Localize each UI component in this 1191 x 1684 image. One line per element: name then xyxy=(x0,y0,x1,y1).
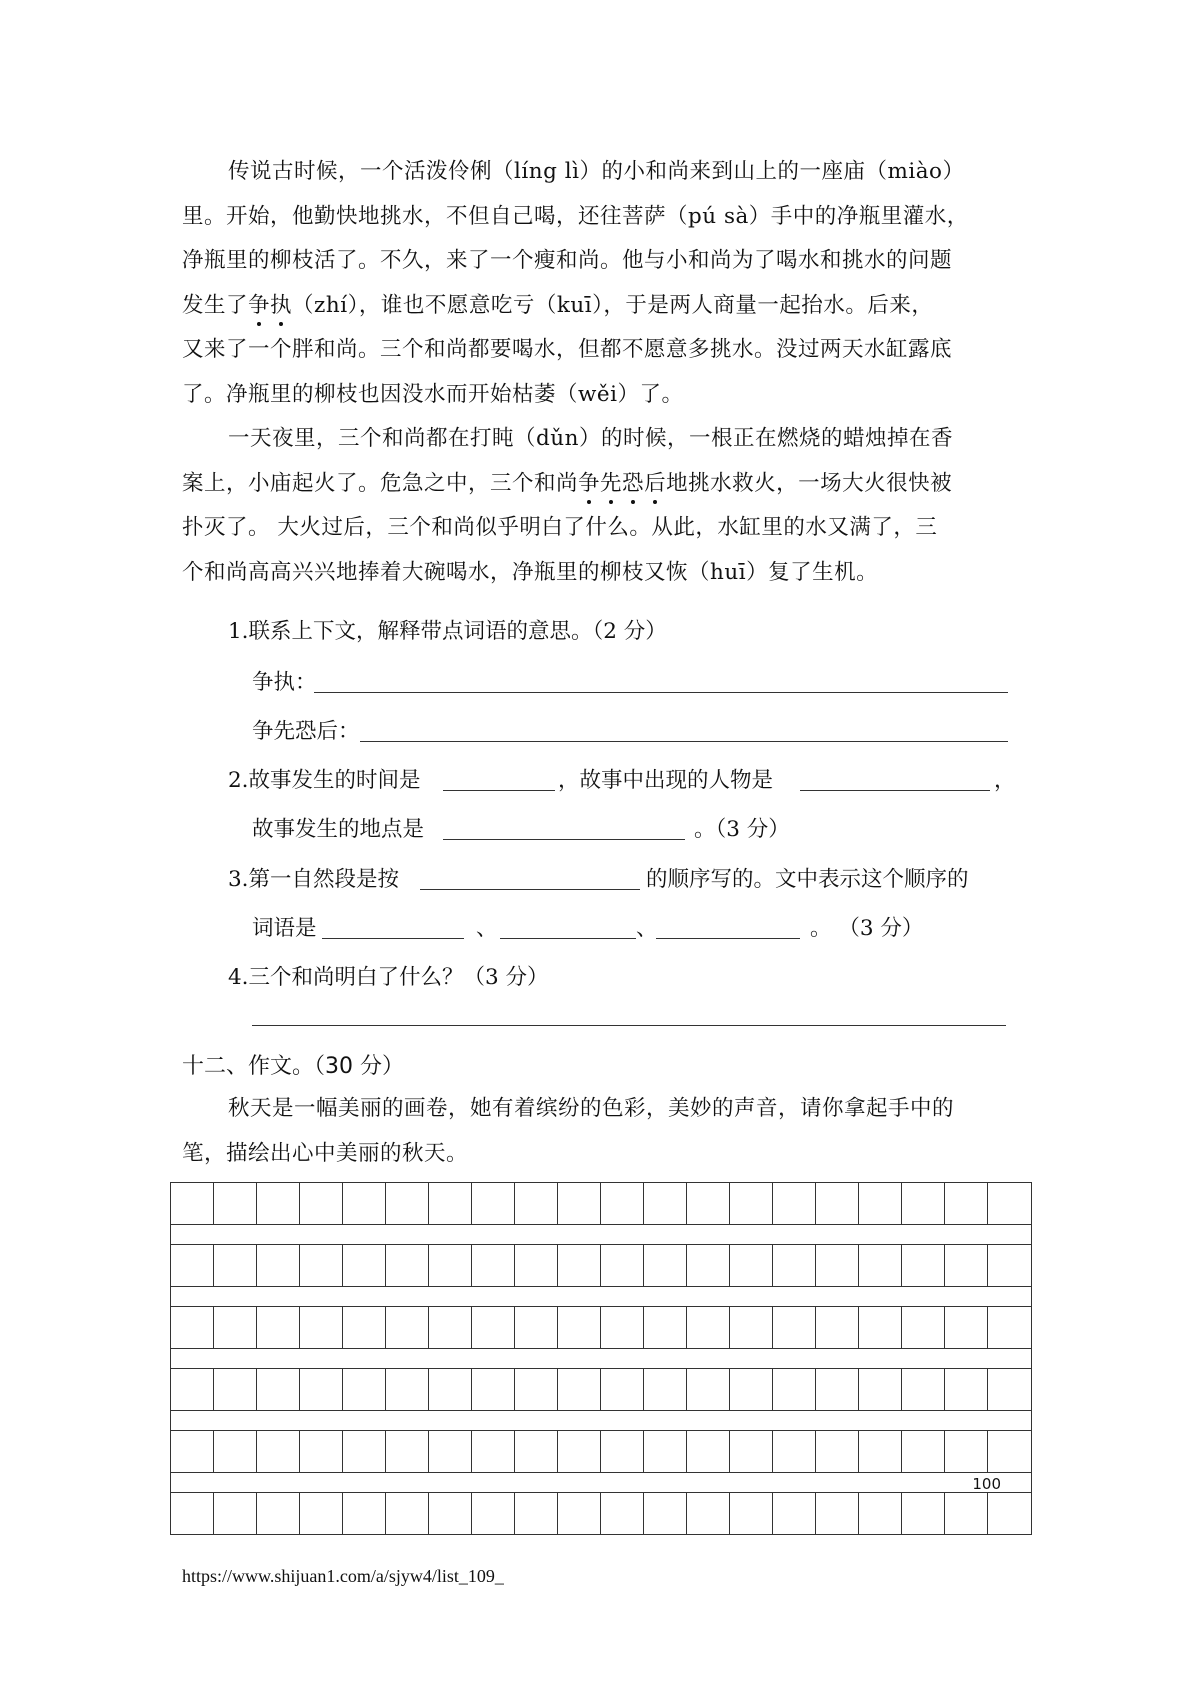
grid-cell[interactable] xyxy=(171,1431,214,1472)
grid-cell[interactable] xyxy=(644,1307,687,1348)
grid-cell[interactable] xyxy=(343,1431,386,1472)
dotted-char: 争 xyxy=(578,462,600,507)
grid-cell[interactable] xyxy=(472,1307,515,1348)
grid-row[interactable] xyxy=(170,1368,1032,1410)
grid-cell[interactable] xyxy=(343,1369,386,1410)
grid-gap xyxy=(170,1472,1032,1492)
grid-cell[interactable] xyxy=(300,1245,343,1286)
grid-cell[interactable] xyxy=(902,1183,945,1224)
answer-blank[interactable] xyxy=(656,938,800,939)
word-count-label: 100 xyxy=(972,1475,1001,1493)
text: （zhí），谁也不愿意吃亏（kuī），于是两人商量一起抬水。后来， xyxy=(292,292,934,318)
grid-cell[interactable] xyxy=(558,1369,601,1410)
grid-cell[interactable] xyxy=(902,1493,945,1534)
grid-cell[interactable] xyxy=(902,1307,945,1348)
passage-line: 又来了一个胖和尚。三个和尚都要喝水，但都不愿意多挑水。没过两天水缸露底 xyxy=(182,337,953,362)
dotted-char: 争 xyxy=(248,284,270,329)
writing-grid[interactable] xyxy=(170,1182,1032,1535)
prompt-line: 秋天是一幅美丽的画卷，她有着缤纷的色彩，美妙的声音，请你拿起手中的 xyxy=(228,1096,955,1121)
grid-gap xyxy=(170,1224,1032,1244)
grid-gap xyxy=(170,1286,1032,1306)
grid-cell[interactable] xyxy=(300,1431,343,1472)
grid-cell[interactable] xyxy=(558,1307,601,1348)
grid-gap xyxy=(170,1348,1032,1368)
text: 发生了 xyxy=(182,292,249,318)
answer-blank[interactable] xyxy=(420,889,640,890)
grid-cell[interactable] xyxy=(644,1369,687,1410)
grid-cell[interactable] xyxy=(730,1307,773,1348)
passage-line: 净瓶里的柳枝活了。不久，来了一个瘦和尚。他与小和尚为了喝水和挑水的问题 xyxy=(182,248,953,273)
grid-row[interactable] xyxy=(170,1306,1032,1348)
grid-cell[interactable] xyxy=(171,1369,214,1410)
question-3f: 。 （3 分） xyxy=(810,916,924,941)
grid-cell[interactable] xyxy=(386,1493,429,1534)
grid-cell[interactable] xyxy=(945,1493,988,1534)
passage-line xyxy=(182,462,1007,507)
grid-cell[interactable] xyxy=(257,1369,300,1410)
grid-cell[interactable] xyxy=(171,1183,214,1224)
passage-line: 扑灭了。 大火过后，三个和尚似乎明白了什么。从此，水缸里的水又满了，三 xyxy=(182,515,938,540)
grid-cell[interactable] xyxy=(343,1245,386,1286)
grid-cell[interactable] xyxy=(988,1369,1031,1410)
grid-cell[interactable] xyxy=(601,1307,644,1348)
grid-cell[interactable] xyxy=(988,1245,1031,1286)
grid-cell[interactable] xyxy=(214,1431,257,1472)
grid-cell[interactable] xyxy=(214,1307,257,1348)
grid-gap xyxy=(170,1410,1032,1430)
grid-cell[interactable] xyxy=(515,1431,558,1472)
grid-cell[interactable] xyxy=(773,1369,816,1410)
text: 案上，小庙起火了。危急之中，三个和尚 xyxy=(182,470,579,496)
grid-cell[interactable] xyxy=(257,1245,300,1286)
grid-cell[interactable] xyxy=(687,1307,730,1348)
question-3b: 的顺序写的。文中表示这个顺序的 xyxy=(646,867,969,892)
grid-cell[interactable] xyxy=(472,1431,515,1472)
grid-cell[interactable] xyxy=(214,1369,257,1410)
grid-cell[interactable] xyxy=(515,1493,558,1534)
grid-cell[interactable] xyxy=(687,1493,730,1534)
grid-cell[interactable] xyxy=(773,1307,816,1348)
grid-cell[interactable] xyxy=(730,1493,773,1534)
grid-cell[interactable] xyxy=(257,1493,300,1534)
grid-cell[interactable] xyxy=(859,1493,902,1534)
grid-cell[interactable] xyxy=(601,1245,644,1286)
question-2b: ，故事中出现的人物是 xyxy=(558,768,774,793)
passage-line: 个和尚高高兴兴地捧着大碗喝水，净瓶里的柳枝又恢（huī）复了生机。 xyxy=(182,559,879,585)
grid-cell[interactable] xyxy=(816,1307,859,1348)
grid-bottom-border xyxy=(170,1534,1032,1535)
grid-cell[interactable] xyxy=(859,1183,902,1224)
grid-cell[interactable] xyxy=(773,1493,816,1534)
question-1: 1.联系上下文，解释带点词语的意思。（2 分） xyxy=(228,619,667,644)
grid-cell[interactable] xyxy=(343,1183,386,1224)
grid-cell[interactable] xyxy=(644,1245,687,1286)
grid-cell[interactable] xyxy=(300,1307,343,1348)
grid-cell[interactable] xyxy=(902,1369,945,1410)
passage xyxy=(182,150,1007,595)
q1-label-a: 争执： xyxy=(252,670,317,695)
grid-cell[interactable] xyxy=(171,1493,214,1534)
grid-cell[interactable] xyxy=(386,1307,429,1348)
grid-cell[interactable] xyxy=(988,1307,1031,1348)
grid-cell[interactable] xyxy=(644,1431,687,1472)
grid-cell[interactable] xyxy=(601,1369,644,1410)
grid-row[interactable] xyxy=(170,1430,1032,1472)
grid-cell[interactable] xyxy=(429,1245,472,1286)
grid-cell[interactable] xyxy=(644,1183,687,1224)
grid-cell[interactable] xyxy=(343,1307,386,1348)
grid-cell[interactable] xyxy=(601,1183,644,1224)
grid-cell[interactable] xyxy=(859,1307,902,1348)
answer-line[interactable] xyxy=(314,692,1008,693)
grid-cell[interactable] xyxy=(816,1493,859,1534)
grid-row[interactable] xyxy=(170,1244,1032,1286)
passage-line xyxy=(182,284,1007,329)
answer-blank[interactable] xyxy=(322,938,464,939)
grid-cell[interactable] xyxy=(816,1183,859,1224)
grid-cell[interactable] xyxy=(257,1431,300,1472)
grid-cell[interactable] xyxy=(902,1245,945,1286)
grid-cell[interactable] xyxy=(816,1369,859,1410)
grid-cell[interactable] xyxy=(429,1183,472,1224)
composition-prompt xyxy=(182,1087,1007,1176)
answer-line[interactable] xyxy=(252,1025,1006,1026)
grid-cell[interactable] xyxy=(343,1493,386,1534)
grid-cell[interactable] xyxy=(171,1245,214,1286)
grid-cell[interactable] xyxy=(644,1493,687,1534)
prompt-line: 笔，描绘出心中美丽的秋天。 xyxy=(182,1140,469,1166)
grid-cell[interactable] xyxy=(558,1431,601,1472)
grid-cell[interactable] xyxy=(773,1245,816,1286)
answer-line[interactable] xyxy=(360,741,1008,742)
grid-cell[interactable] xyxy=(429,1369,472,1410)
question-3a: 3.第一自然段是按 xyxy=(228,867,400,892)
grid-cell[interactable] xyxy=(429,1493,472,1534)
q1-label-b: 争先恐后： xyxy=(252,719,360,744)
grid-cell[interactable] xyxy=(945,1183,988,1224)
grid-cell[interactable] xyxy=(687,1369,730,1410)
grid-cell[interactable] xyxy=(558,1493,601,1534)
grid-cell[interactable] xyxy=(988,1183,1031,1224)
passage-line: 一天夜里，三个和尚都在打盹（dǔn）的时候，一根正在燃烧的蜡烛掉在香 xyxy=(228,426,953,451)
grid-cell[interactable] xyxy=(859,1245,902,1286)
question-4: 4.三个和尚明白了什么？（3 分） xyxy=(228,965,549,990)
grid-cell[interactable] xyxy=(171,1307,214,1348)
grid-cell[interactable] xyxy=(257,1183,300,1224)
grid-cell[interactable] xyxy=(988,1493,1031,1534)
passage-line: 里。开始，他勤快地挑水，不但自己喝，还往菩萨（pú sà）手中的净瓶里灌水， xyxy=(182,203,969,229)
grid-cell[interactable] xyxy=(386,1245,429,1286)
grid-cell[interactable] xyxy=(859,1369,902,1410)
grid-cell[interactable] xyxy=(773,1431,816,1472)
grid-cell[interactable] xyxy=(601,1431,644,1472)
grid-cell[interactable] xyxy=(300,1369,343,1410)
grid-cell[interactable] xyxy=(515,1183,558,1224)
answer-blank[interactable] xyxy=(500,938,636,939)
grid-cell[interactable] xyxy=(902,1431,945,1472)
grid-cell[interactable] xyxy=(601,1493,644,1534)
question-2e: 。（3 分） xyxy=(694,817,790,842)
grid-cell[interactable] xyxy=(214,1183,257,1224)
answer-blank[interactable] xyxy=(443,790,555,791)
footer-url[interactable]: https://www.shijuan1.com/a/sjyw4/list_109_ xyxy=(182,1566,504,1586)
separator: 、 xyxy=(636,916,658,941)
grid-cell[interactable] xyxy=(687,1245,730,1286)
dotted-char: 恐 xyxy=(622,462,644,507)
grid-cell[interactable] xyxy=(472,1245,515,1286)
grid-cell[interactable] xyxy=(472,1183,515,1224)
grid-cell[interactable] xyxy=(515,1245,558,1286)
grid-cell[interactable] xyxy=(730,1431,773,1472)
passage-line: 传说古时候，一个活泼伶俐（líng lì）的小和尚来到山上的一座庙（miào） xyxy=(228,159,965,184)
grid-cell[interactable] xyxy=(214,1493,257,1534)
grid-cell[interactable] xyxy=(386,1431,429,1472)
dotted-char: 后 xyxy=(644,462,666,507)
text: 地挑水救火，一场大火很快被 xyxy=(666,470,953,496)
grid-cell[interactable] xyxy=(214,1245,257,1286)
grid-cell[interactable] xyxy=(687,1431,730,1472)
question-2a: 2.故事发生的时间是 xyxy=(228,768,421,793)
passage-line: 了。净瓶里的柳枝也因没水而开始枯萎（wěi）了。 xyxy=(182,381,684,407)
section-heading: 十二、作文。（30 分） xyxy=(182,1054,404,1079)
question-3c: 词语是 xyxy=(252,916,317,941)
answer-blank[interactable] xyxy=(443,839,685,840)
grid-cell[interactable] xyxy=(515,1307,558,1348)
grid-cell[interactable] xyxy=(816,1431,859,1472)
question-2c: ， xyxy=(994,768,1016,793)
grid-cell[interactable] xyxy=(257,1307,300,1348)
grid-cell[interactable] xyxy=(515,1369,558,1410)
grid-cell[interactable] xyxy=(730,1183,773,1224)
grid-row[interactable] xyxy=(170,1182,1032,1224)
grid-cell[interactable] xyxy=(945,1431,988,1472)
grid-cell[interactable] xyxy=(386,1369,429,1410)
separator: 、 xyxy=(476,916,498,941)
dotted-char: 执 xyxy=(270,284,292,329)
grid-cell[interactable] xyxy=(558,1245,601,1286)
grid-cell[interactable] xyxy=(945,1369,988,1410)
grid-cell[interactable] xyxy=(300,1183,343,1224)
grid-cell[interactable] xyxy=(730,1245,773,1286)
grid-cell[interactable] xyxy=(859,1431,902,1472)
grid-cell[interactable] xyxy=(429,1431,472,1472)
grid-cell[interactable] xyxy=(945,1245,988,1286)
grid-cell[interactable] xyxy=(687,1183,730,1224)
grid-cell[interactable] xyxy=(472,1493,515,1534)
grid-cell[interactable] xyxy=(945,1307,988,1348)
answer-blank[interactable] xyxy=(800,790,990,791)
grid-cell[interactable] xyxy=(429,1307,472,1348)
grid-cell[interactable] xyxy=(816,1245,859,1286)
grid-cell[interactable] xyxy=(730,1369,773,1410)
grid-cell[interactable] xyxy=(773,1183,816,1224)
dotted-char: 先 xyxy=(600,462,622,507)
grid-cell[interactable] xyxy=(300,1493,343,1534)
grid-cell[interactable] xyxy=(558,1183,601,1224)
grid-cell[interactable] xyxy=(988,1431,1031,1472)
grid-row[interactable] xyxy=(170,1492,1032,1534)
grid-cell[interactable] xyxy=(386,1183,429,1224)
question-2d: 故事发生的地点是 xyxy=(252,817,425,842)
grid-cell[interactable] xyxy=(472,1369,515,1410)
